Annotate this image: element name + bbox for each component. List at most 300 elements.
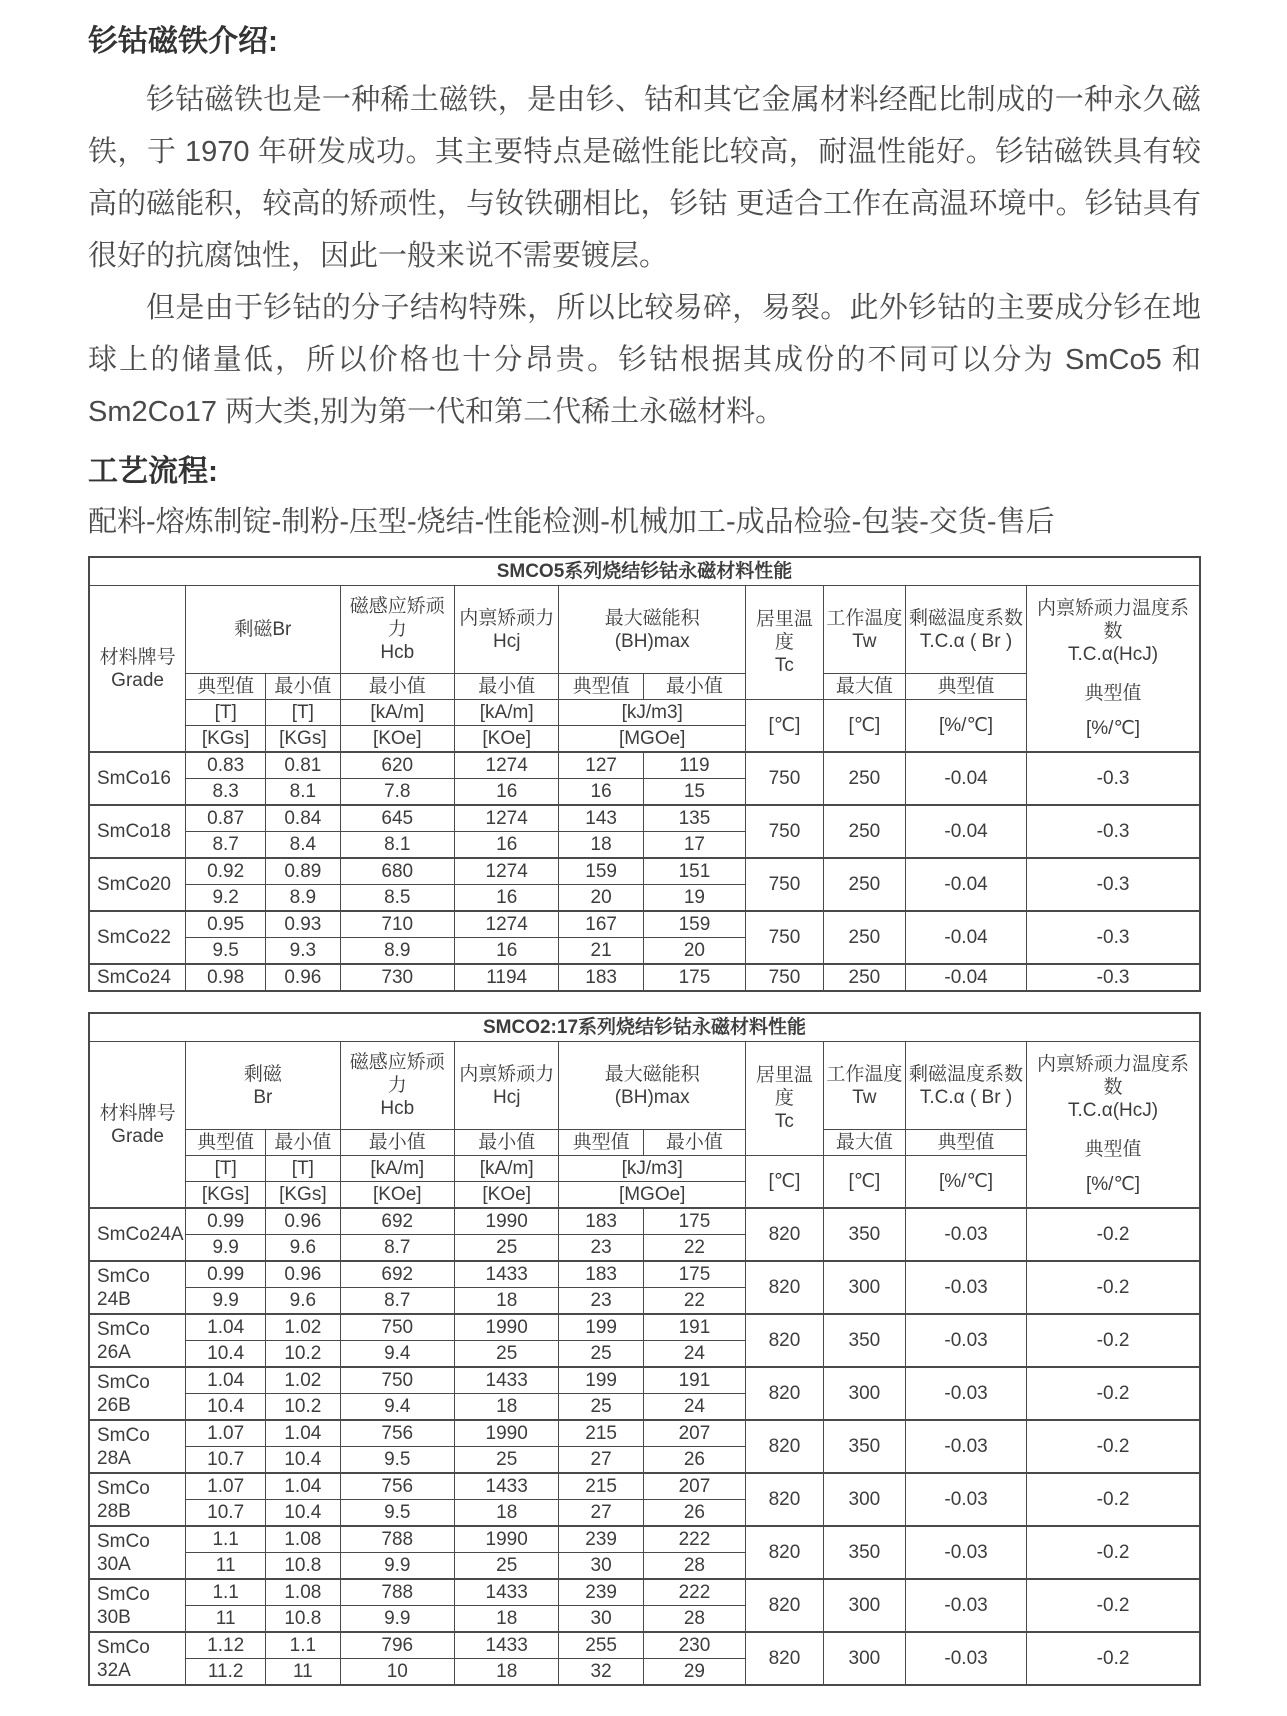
br-column-header: 剩磁 Br: [186, 1042, 340, 1130]
value-cell-cgs: 10.8: [266, 1553, 340, 1580]
tw-cell: 300: [823, 1473, 905, 1526]
value-cell-cgs: 9.3: [266, 938, 340, 965]
value-cell-cgs: 10: [340, 1659, 454, 1686]
value-cell-cgs: 10.4: [266, 1500, 340, 1527]
value-cell-si: 159: [559, 858, 643, 885]
hcb-column-header: 磁感应矫顽力 Hcb: [340, 586, 454, 674]
value-cell-si: 1274: [454, 752, 558, 779]
value-cell-cgs: 28: [643, 1606, 745, 1633]
tca-hcj-column-header: 内禀矫顽力温度系数 T.C.α(HcJ) 典型值 [%/℃]: [1027, 586, 1200, 753]
br-minimum-label: 最小值: [266, 674, 340, 700]
bhmax-unit-cgs: [MGOe]: [559, 726, 746, 753]
value-cell-cgs: 8.7: [186, 832, 266, 859]
tw-cell: 300: [823, 1261, 905, 1314]
value-cell-cgs: 10.4: [186, 1394, 266, 1421]
grade-column-header: 材料牌号 Grade: [89, 1042, 186, 1209]
tc-cell: 820: [746, 1208, 824, 1261]
value-cell-si: 1.1: [186, 1526, 266, 1553]
tc-cell: 820: [746, 1420, 824, 1473]
table-row: [89, 752, 1200, 779]
tw-maximum-label: 最大值: [823, 1130, 905, 1156]
value-cell-cgs: 8.3: [186, 779, 266, 806]
value-cell-cgs: 8.4: [266, 832, 340, 859]
value-cell-si: 207: [643, 1420, 745, 1447]
table-row: [89, 1261, 1200, 1288]
br-min-unit-cgs: [KGs]: [266, 1182, 340, 1209]
value-cell-cgs: 10.7: [186, 1500, 266, 1527]
tca-hcj-column-header: 内禀矫顽力温度系数 T.C.α(HcJ) 典型值 [%/℃]: [1027, 1042, 1200, 1209]
tw-unit: [℃]: [823, 700, 905, 753]
table-row: [89, 1420, 1200, 1447]
grade-column-header: [89, 586, 186, 753]
value-cell-si: 1433: [454, 1579, 558, 1606]
tw-unit: [℃]: [823, 1156, 905, 1209]
intro-paragraph-2: 但是由于钐钴的分子结构特殊，所以比较易碎，易裂。此外钐钴的主要成分钐在地球上的储量低，所以价格也十分昂贵。钐钴根据其成份的不同可以分为 SmCo5 和 Sm2Co17 两大类,别为第一代和第二代稀土永磁材料。: [88, 292, 1201, 428]
value-cell-cgs: 20: [559, 885, 643, 912]
value-cell-cgs: 25: [454, 1447, 558, 1474]
value-cell-cgs: 18: [454, 1659, 558, 1686]
value-cell-si: 159: [643, 911, 745, 938]
value-cell-cgs: 9.9: [340, 1606, 454, 1633]
br-min-unit-si: [T]: [266, 700, 340, 726]
value-cell-cgs: 21: [559, 938, 643, 965]
tw-cell: 250: [823, 805, 905, 858]
value-cell-si: 1990: [454, 1526, 558, 1553]
tca-hcj-cell: -0.3: [1027, 858, 1200, 911]
value-cell-si: 750: [340, 1367, 454, 1394]
tca-br-column-header: 剩磁温度系数 T.C.α ( Br ): [906, 1042, 1027, 1130]
value-cell-cgs: 24: [643, 1394, 745, 1421]
value-cell-si: 183: [559, 1208, 643, 1235]
value-cell-si: 135: [643, 805, 745, 832]
tw-cell: 350: [823, 1420, 905, 1473]
value-cell-si: 645: [340, 805, 454, 832]
value-cell-cgs: 30: [559, 1606, 643, 1633]
tw-cell: 250: [823, 858, 905, 911]
grade-header-cn: 材料牌号: [99, 646, 176, 668]
value-cell-si: 680: [340, 858, 454, 885]
tca-hcj-unit: [%/℃]: [1086, 718, 1141, 739]
grade-cell: SmCo 30B: [89, 1579, 186, 1632]
bhmax-unit-si: [kJ/m3]: [559, 700, 746, 726]
smco5-performance-table: [88, 556, 1201, 992]
value-cell-cgs: 16: [559, 779, 643, 806]
value-cell-si: 1.02: [266, 1314, 340, 1341]
tc-cell: 820: [746, 1579, 824, 1632]
value-cell-si: 1194: [454, 964, 558, 991]
value-cell-si: 0.95: [186, 911, 266, 938]
value-cell-cgs: 22: [643, 1288, 745, 1315]
value-cell-cgs: 18: [454, 1394, 558, 1421]
grade-cell: SmCo 28B: [89, 1473, 186, 1526]
value-cell-cgs: 8.7: [340, 1235, 454, 1262]
tca-hcj-cell: -0.2: [1027, 1579, 1200, 1632]
table-row: [89, 1579, 1200, 1606]
value-cell-cgs: 9.9: [340, 1553, 454, 1580]
header-row-main: [89, 1042, 1200, 1130]
tw-cell: 300: [823, 1367, 905, 1420]
value-cell-si: 1.07: [186, 1473, 266, 1500]
grade-cell: SmCo 26B: [89, 1367, 186, 1420]
value-cell-cgs: 17: [643, 832, 745, 859]
tca-hcj-cell: -0.2: [1027, 1473, 1200, 1526]
table-row: [89, 911, 1200, 938]
value-cell-si: 0.83: [186, 752, 266, 779]
value-cell-cgs: 10.7: [186, 1447, 266, 1474]
hcb-unit-cgs: [KOe]: [340, 726, 454, 753]
tca-hcj-cell: -0.2: [1027, 1420, 1200, 1473]
tc-unit: [℃]: [746, 1156, 824, 1209]
br-min-unit-cgs: [KGs]: [266, 726, 340, 753]
tc-column-header: 居里温度 Tc: [746, 1042, 824, 1156]
br-typ-unit-si: [T]: [186, 1156, 266, 1182]
tw-cell: 300: [823, 1632, 905, 1685]
hcj-minimum-label: 最小值: [454, 674, 558, 700]
value-cell-si: 0.92: [186, 858, 266, 885]
value-cell-si: 750: [340, 1314, 454, 1341]
value-cell-si: 756: [340, 1473, 454, 1500]
value-cell-si: 1274: [454, 858, 558, 885]
value-cell-cgs: 28: [643, 1553, 745, 1580]
value-cell-si: 0.96: [266, 964, 340, 991]
value-cell-cgs: 18: [559, 832, 643, 859]
hcb-unit-si: [kA/m]: [340, 1156, 454, 1182]
grade-cell: SmCo24A: [89, 1208, 186, 1261]
value-cell-cgs: 25: [559, 1394, 643, 1421]
value-cell-si: 756: [340, 1420, 454, 1447]
grade-cell: SmCo18: [89, 805, 186, 858]
tca-br-cell: -0.04: [906, 805, 1027, 858]
value-cell-si: 0.98: [186, 964, 266, 991]
value-cell-cgs: 25: [559, 1341, 643, 1368]
value-cell-cgs: 8.9: [266, 885, 340, 912]
hcj-unit-cgs: [KOe]: [454, 726, 558, 753]
grade-cell: SmCo 28A: [89, 1420, 186, 1473]
table-title-row: [89, 557, 1200, 586]
value-cell-si: 239: [559, 1579, 643, 1606]
hcj-unit-si: [kA/m]: [454, 700, 558, 726]
value-cell-si: 191: [643, 1367, 745, 1394]
tca-hcj-cell: -0.3: [1027, 752, 1200, 805]
value-cell-si: 1.1: [186, 1579, 266, 1606]
tca-br-cell: -0.03: [906, 1314, 1027, 1367]
value-cell-si: 119: [643, 752, 745, 779]
tca-br-cell: -0.04: [906, 964, 1027, 991]
hcj-minimum-label: 最小值: [454, 1130, 558, 1156]
value-cell-si: 1990: [454, 1314, 558, 1341]
grade-cell: SmCo20: [89, 858, 186, 911]
table-row: [89, 964, 1200, 991]
value-cell-si: 0.84: [266, 805, 340, 832]
value-cell-si: 1433: [454, 1473, 558, 1500]
tw-column-header: 工作温度 Tw: [823, 1042, 905, 1130]
value-cell-cgs: 16: [454, 832, 558, 859]
bhmax-column-header: 最大磁能积 (BH)max: [559, 586, 746, 674]
value-cell-cgs: 9.2: [186, 885, 266, 912]
value-cell-si: 127: [559, 752, 643, 779]
value-cell-si: 230: [643, 1632, 745, 1659]
tca-br-cell: -0.04: [906, 858, 1027, 911]
value-cell-si: 1.07: [186, 1420, 266, 1447]
value-cell-cgs: 10.2: [266, 1341, 340, 1368]
value-cell-cgs: 8.5: [340, 885, 454, 912]
tw-maximum-label: 最大值: [823, 674, 905, 700]
tc-cell: 750: [746, 858, 824, 911]
value-cell-si: 0.87: [186, 805, 266, 832]
tca-hcj-cell: -0.2: [1027, 1526, 1200, 1579]
value-cell-si: 1.04: [186, 1367, 266, 1394]
value-cell-cgs: 30: [559, 1553, 643, 1580]
bhmax-typical-label: 典型值: [559, 1130, 643, 1156]
process-flow-text: 配料-熔炼制锭-制粉-压型-烧结-性能检测-机械加工-成品检验-包装-交货-售后: [88, 506, 1055, 538]
value-cell-cgs: 16: [454, 779, 558, 806]
value-cell-cgs: 11: [186, 1553, 266, 1580]
tw-cell: 250: [823, 752, 905, 805]
value-cell-si: 222: [643, 1526, 745, 1553]
grade-cell: SmCo22: [89, 911, 186, 964]
br-typ-unit-cgs: [KGs]: [186, 1182, 266, 1209]
tca-br-typical-label: 典型值: [906, 1130, 1027, 1156]
tw-cell: 250: [823, 911, 905, 964]
value-cell-si: 1433: [454, 1261, 558, 1288]
hcb-minimum-label: 最小值: [340, 674, 454, 700]
value-cell-cgs: 11: [266, 1659, 340, 1686]
tc-cell: 750: [746, 752, 824, 805]
tc-column-header: 居里温度 Tc: [746, 586, 824, 700]
value-cell-si: 1.08: [266, 1526, 340, 1553]
value-cell-si: 175: [643, 964, 745, 991]
value-cell-si: 1433: [454, 1632, 558, 1659]
value-cell-cgs: 26: [643, 1447, 745, 1474]
br-typ-unit-cgs: [KGs]: [186, 726, 266, 753]
value-cell-si: 692: [340, 1208, 454, 1235]
br-min-unit-si: [T]: [266, 1156, 340, 1182]
value-cell-si: 692: [340, 1261, 454, 1288]
value-cell-si: 175: [643, 1261, 745, 1288]
value-cell-si: 1274: [454, 911, 558, 938]
tc-cell: 820: [746, 1526, 824, 1579]
bhmax-column-header: 最大磁能积 (BH)max: [559, 1042, 746, 1130]
value-cell-cgs: 8.1: [340, 832, 454, 859]
value-cell-cgs: 16: [454, 938, 558, 965]
tca-br-cell: -0.03: [906, 1473, 1027, 1526]
value-cell-si: 1.04: [186, 1314, 266, 1341]
tca-br-cell: -0.03: [906, 1208, 1027, 1261]
value-cell-si: 1.02: [266, 1367, 340, 1394]
tw-cell: 300: [823, 1579, 905, 1632]
value-cell-cgs: 20: [643, 938, 745, 965]
tca-hcj-typical-label: 典型值: [1084, 1139, 1142, 1160]
value-cell-si: 215: [559, 1473, 643, 1500]
value-cell-cgs: 26: [643, 1500, 745, 1527]
value-cell-cgs: 18: [454, 1606, 558, 1633]
tw-cell: 350: [823, 1314, 905, 1367]
hcb-unit-cgs: [KOe]: [340, 1182, 454, 1209]
value-cell-cgs: 23: [559, 1288, 643, 1315]
br-typ-unit-si: [T]: [186, 700, 266, 726]
value-cell-si: 0.99: [186, 1208, 266, 1235]
hcj-column-header: 内禀矫顽力 Hcj: [454, 586, 558, 674]
tca-hcj-cell: -0.2: [1027, 1632, 1200, 1685]
value-cell-si: 0.93: [266, 911, 340, 938]
grade-cell: SmCo24: [89, 964, 186, 991]
value-cell-si: 1274: [454, 805, 558, 832]
value-cell-si: 255: [559, 1632, 643, 1659]
table-title: SMCO2:17系列烧结钐钴永磁材料性能: [89, 1013, 1200, 1042]
value-cell-si: 0.81: [266, 752, 340, 779]
tw-cell: 350: [823, 1208, 905, 1261]
value-cell-si: 788: [340, 1579, 454, 1606]
value-cell-si: 151: [643, 858, 745, 885]
value-cell-si: 1990: [454, 1420, 558, 1447]
intro-paragraph-1: 钐钴磁铁也是一种稀土磁铁，是由钐、钴和其它金属材料经配比制成的一种永久磁铁，于 1970 年研发成功。其主要特点是磁性能比较高，耐温性能好。钐钴磁铁具有较高的磁能积，较高的矫顽性，与钕铁硼相比，钐钴 更适合工作在高温环境中。钐钴具有很好的抗腐蚀性，因此一般来说不需要镀层。: [88, 84, 1201, 272]
tca-hcj-cell: -0.3: [1027, 964, 1200, 991]
value-cell-cgs: 10.4: [186, 1341, 266, 1368]
value-cell-si: 199: [559, 1367, 643, 1394]
bhmax-minimum-label: 最小值: [643, 674, 745, 700]
value-cell-si: 710: [340, 911, 454, 938]
tca-hcj-typical-label: 典型值: [1084, 683, 1142, 704]
value-cell-cgs: 8.1: [266, 779, 340, 806]
tca-br-cell: -0.03: [906, 1261, 1027, 1314]
grade-cell: SmCo16: [89, 752, 186, 805]
bhmax-typical-label: 典型值: [559, 674, 643, 700]
tca-br-cell: -0.03: [906, 1420, 1027, 1473]
table-row: [89, 1473, 1200, 1500]
value-cell-cgs: 9.9: [186, 1288, 266, 1315]
value-cell-cgs: 8.7: [340, 1288, 454, 1315]
table-row: [89, 1367, 1200, 1394]
tca-hcj-cell: -0.3: [1027, 805, 1200, 858]
bhmax-unit-si: [kJ/m3]: [559, 1156, 746, 1182]
value-cell-cgs: 19: [643, 885, 745, 912]
value-cell-si: 1990: [454, 1208, 558, 1235]
tc-cell: 820: [746, 1473, 824, 1526]
smco217-performance-table: [88, 1012, 1201, 1686]
hcj-unit-cgs: [KOe]: [454, 1182, 558, 1209]
value-cell-si: 239: [559, 1526, 643, 1553]
tc-cell: 820: [746, 1367, 824, 1420]
tca-hcj-cell: -0.2: [1027, 1261, 1200, 1314]
intro-heading: 钐钴磁铁介绍:: [88, 25, 278, 58]
tc-cell: 750: [746, 964, 824, 991]
value-cell-cgs: 10.2: [266, 1394, 340, 1421]
grade-cell: SmCo 26A: [89, 1314, 186, 1367]
tc-unit: [℃]: [746, 700, 824, 753]
value-cell-si: 143: [559, 805, 643, 832]
tca-br-unit: [%/℃]: [906, 700, 1027, 753]
value-cell-si: 207: [643, 1473, 745, 1500]
tc-cell: 820: [746, 1632, 824, 1685]
tca-br-cell: -0.03: [906, 1579, 1027, 1632]
tca-br-cell: -0.04: [906, 911, 1027, 964]
br-typical-label: 典型值: [186, 674, 266, 700]
grade-cell: SmCo 30A: [89, 1526, 186, 1579]
value-cell-cgs: 25: [454, 1341, 558, 1368]
process-heading: 工艺流程:: [88, 455, 218, 488]
tca-br-column-header: 剩磁温度系数 T.C.α ( Br ): [906, 586, 1027, 674]
table-row: [89, 1208, 1200, 1235]
hcj-unit-si: [kA/m]: [454, 1156, 558, 1182]
table-row: [89, 1526, 1200, 1553]
tca-br-cell: -0.03: [906, 1526, 1027, 1579]
table-title: SMCO5系列烧结钐钴永磁材料性能: [89, 557, 1200, 586]
value-cell-cgs: 11: [186, 1606, 266, 1633]
tw-cell: 350: [823, 1526, 905, 1579]
value-cell-cgs: 27: [559, 1447, 643, 1474]
value-cell-si: 183: [559, 1261, 643, 1288]
value-cell-si: 222: [643, 1579, 745, 1606]
value-cell-cgs: 10.4: [266, 1447, 340, 1474]
br-column-header: 剩磁Br: [186, 586, 340, 674]
table-title-row: [89, 1013, 1200, 1042]
value-cell-cgs: 18: [454, 1500, 558, 1527]
value-cell-cgs: 27: [559, 1500, 643, 1527]
hcb-column-header: 磁感应矫顽力 Hcb: [340, 1042, 454, 1130]
value-cell-cgs: 23: [559, 1235, 643, 1262]
table-row: [89, 1314, 1200, 1341]
hcb-minimum-label: 最小值: [340, 1130, 454, 1156]
grade-cell: SmCo 24B: [89, 1261, 186, 1314]
value-cell-cgs: 29: [643, 1659, 745, 1686]
value-cell-si: 1.04: [266, 1473, 340, 1500]
tca-hcj-unit: [%/℃]: [1086, 1174, 1141, 1195]
value-cell-si: 730: [340, 964, 454, 991]
tca-br-cell: -0.03: [906, 1367, 1027, 1420]
value-cell-cgs: 11.2: [186, 1659, 266, 1686]
value-cell-cgs: 7.8: [340, 779, 454, 806]
hcj-column-header: 内禀矫顽力 Hcj: [454, 1042, 558, 1130]
bhmax-minimum-label: 最小值: [643, 1130, 745, 1156]
value-cell-si: 1433: [454, 1367, 558, 1394]
tca-hcj-cell: -0.3: [1027, 911, 1200, 964]
value-cell-cgs: 9.9: [186, 1235, 266, 1262]
tc-cell: 820: [746, 1314, 824, 1367]
value-cell-cgs: 9.4: [340, 1394, 454, 1421]
value-cell-cgs: 8.9: [340, 938, 454, 965]
value-cell-cgs: 24: [643, 1341, 745, 1368]
value-cell-cgs: 9.4: [340, 1341, 454, 1368]
value-cell-si: 1.1: [266, 1632, 340, 1659]
bhmax-unit-cgs: [MGOe]: [559, 1182, 746, 1209]
grade-header-en: Grade: [111, 669, 164, 691]
value-cell-cgs: 9.5: [186, 938, 266, 965]
value-cell-cgs: 9.6: [266, 1288, 340, 1315]
table-row: [89, 1632, 1200, 1659]
tca-hcj-cell: -0.2: [1027, 1314, 1200, 1367]
table-row: [89, 805, 1200, 832]
value-cell-si: 199: [559, 1314, 643, 1341]
value-cell-si: 1.12: [186, 1632, 266, 1659]
grade-cell: SmCo 32A: [89, 1632, 186, 1685]
value-cell-si: 0.96: [266, 1208, 340, 1235]
tca-hcj-cell: -0.2: [1027, 1208, 1200, 1261]
value-cell-si: 796: [340, 1632, 454, 1659]
value-cell-cgs: 18: [454, 1288, 558, 1315]
value-cell-si: 175: [643, 1208, 745, 1235]
tc-cell: 820: [746, 1261, 824, 1314]
value-cell-si: 0.99: [186, 1261, 266, 1288]
value-cell-cgs: 15: [643, 779, 745, 806]
value-cell-si: 1.04: [266, 1420, 340, 1447]
tca-br-typical-label: 典型值: [906, 674, 1027, 700]
value-cell-cgs: 9.6: [266, 1235, 340, 1262]
value-cell-cgs: 9.5: [340, 1447, 454, 1474]
tw-column-header: 工作温度 Tw: [823, 586, 905, 674]
tc-cell: 750: [746, 911, 824, 964]
br-typical-label: 典型值: [186, 1130, 266, 1156]
value-cell-cgs: 25: [454, 1553, 558, 1580]
